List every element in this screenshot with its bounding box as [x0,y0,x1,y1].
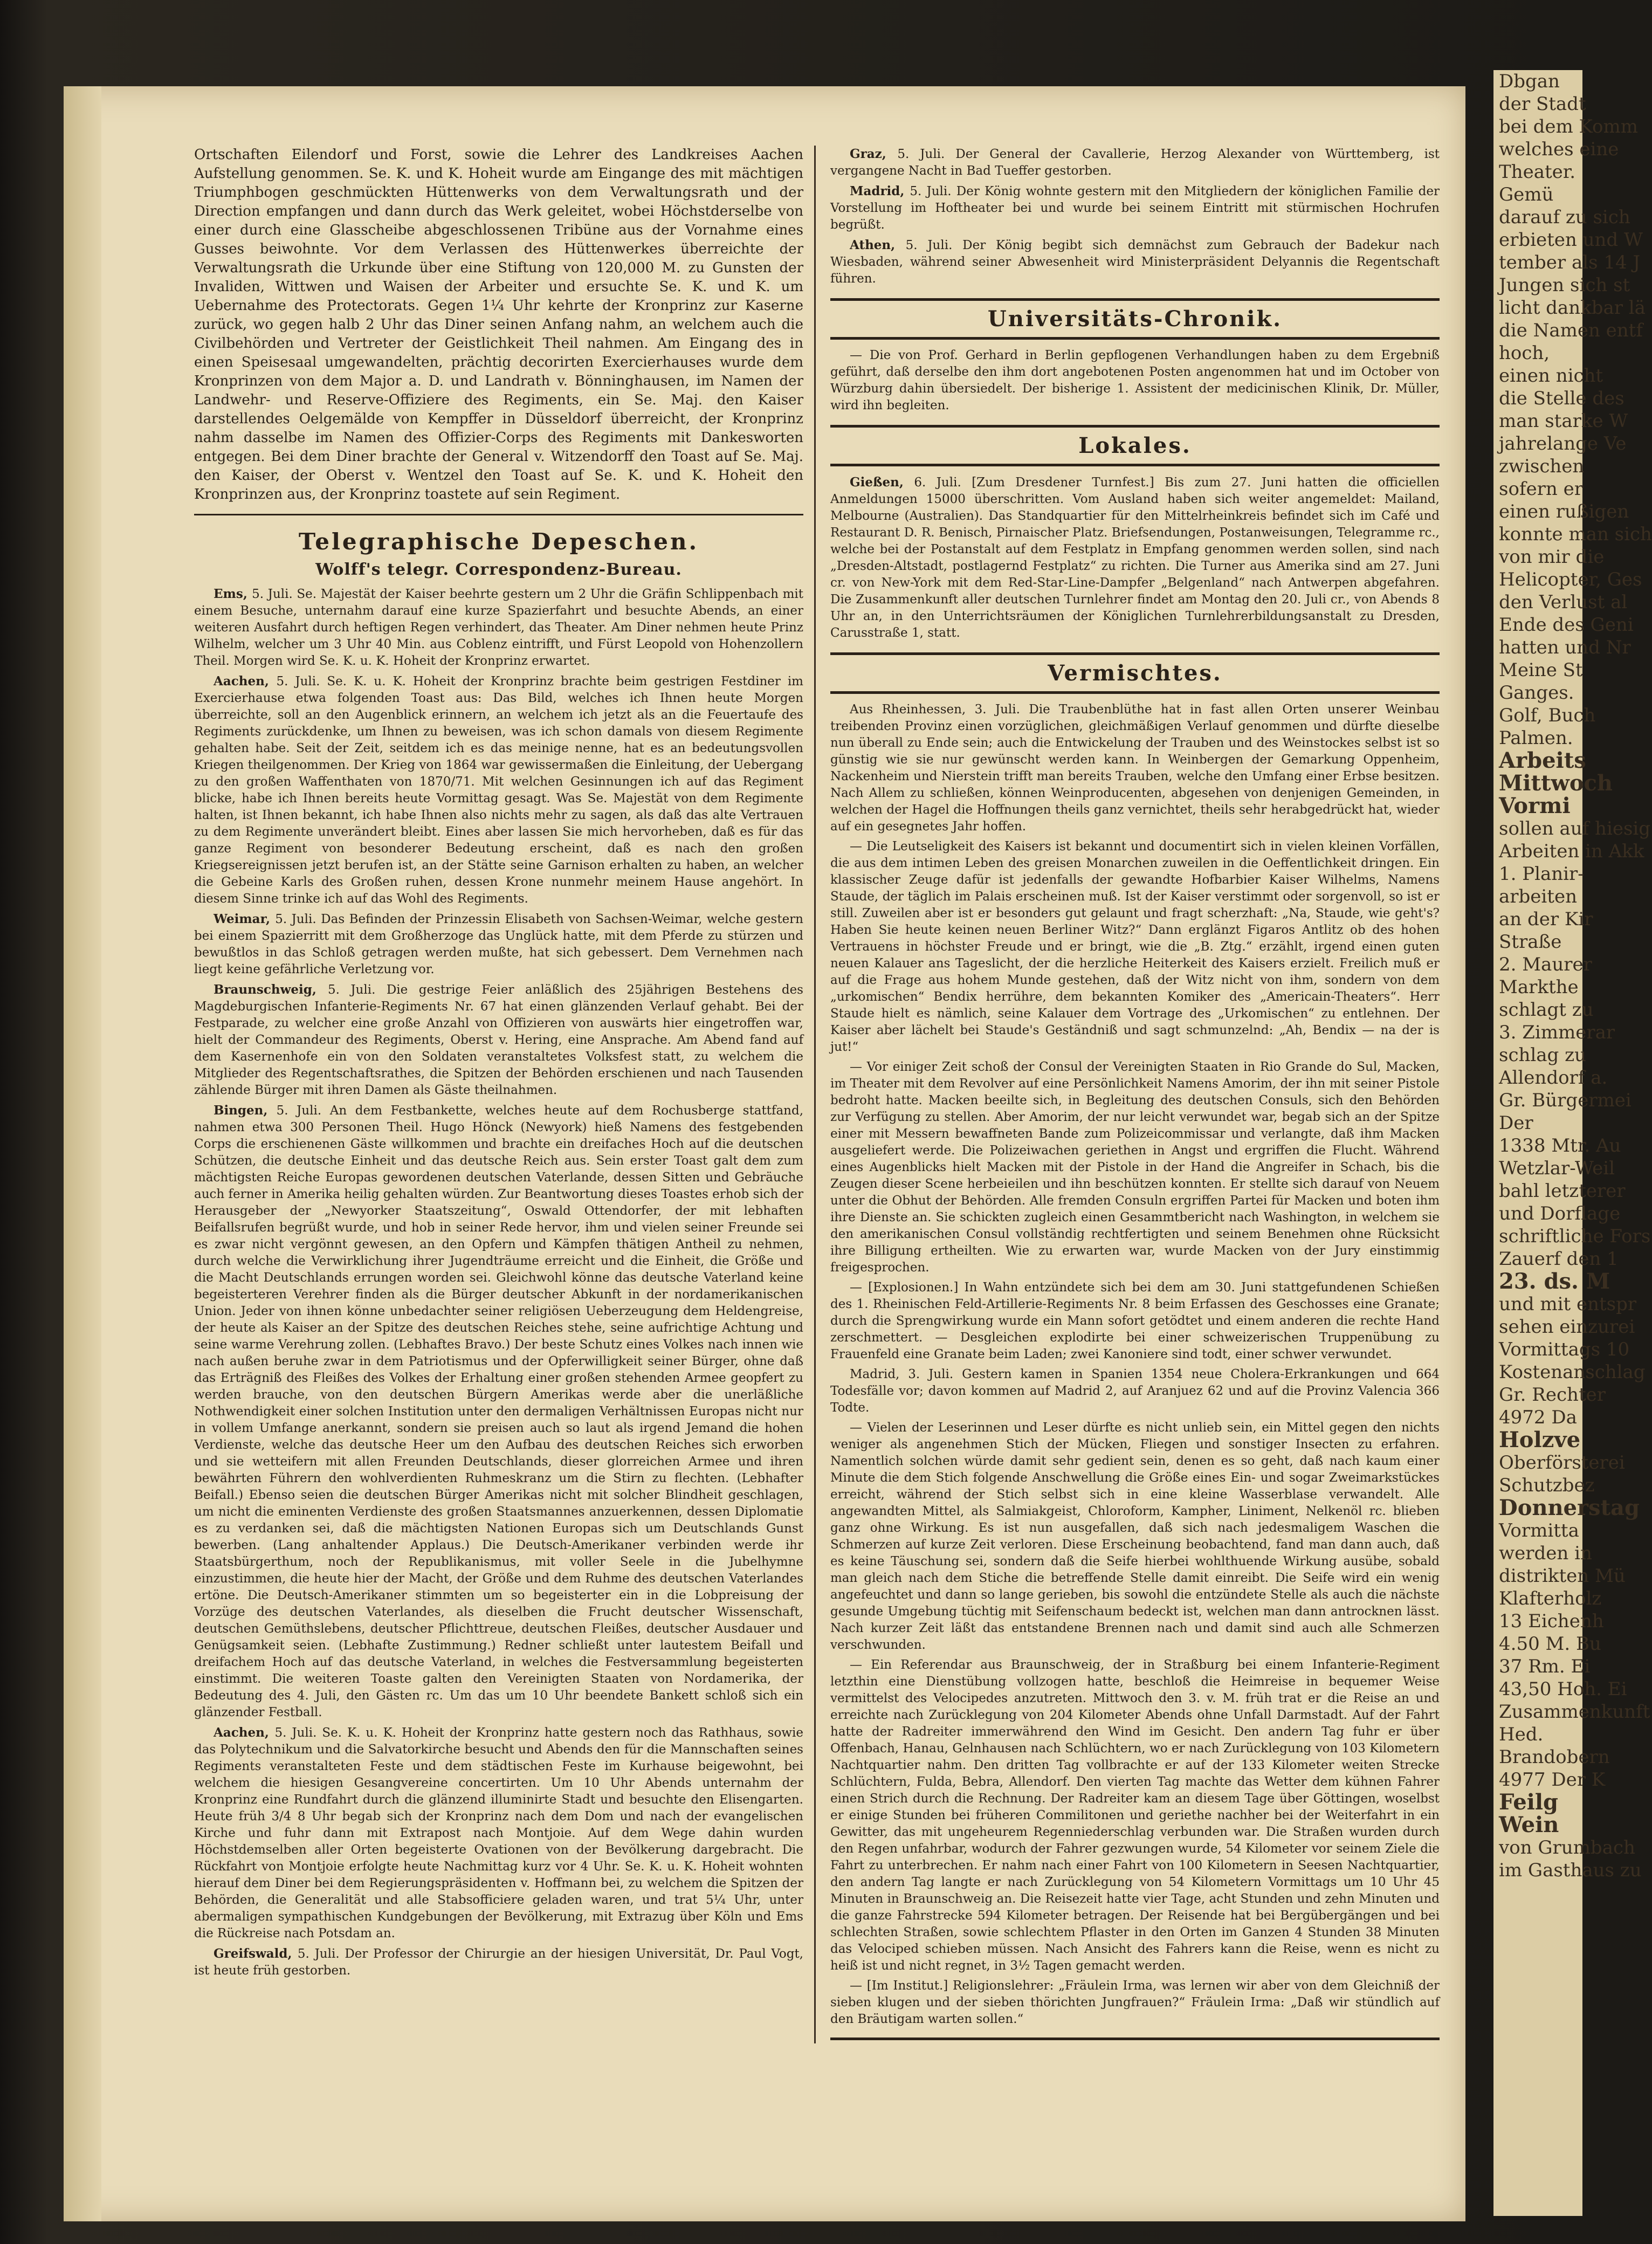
fragment-line: Holzve [1499,1427,1581,1453]
dateline: Weimar, [214,912,276,926]
fragment-line: 43,50 Hoh. Ei [1499,1678,1627,1700]
fragment-line: einen rußigen [1499,501,1629,522]
fragment-line: Ganges. [1499,682,1574,704]
fragment-line: Brandobern [1499,1746,1610,1768]
fragment-line: zwischen [1499,456,1585,477]
fragment-line: Vormittags 10 [1499,1339,1630,1360]
misc-item: — Vielen der Leserinnen und Leser dürfte es nicht unlieb sein, ein Mittel gegen den nichts weniger als angenehmen Stich der Mücken, Fliegen und sonstiger Insecten zu erfahren. Namentlich solchen würde damit sehr gedient sein, denen es so geht, daß nach kaum einer Minute die dem Stich folgende Anschwellung die Größe eines Ein- und sogar Zweimarkstückes erreicht, während der Stich selbst sich in eine kleine Wasserblase verwandelt. Alle angewandten Mittel, als Salmiakgeist, Chloroform, Kampher, Liniment, Nelkenöl rc. blieben ganz ohne Wirkung. Es ist nun ausgefallen, daß sich nach jedesmaligem Waschen die Schmerzen auf kurze Zeit verloren. Diese Erscheinung beobachtend, fand man dann auch, daß es keine Täuschung sei, sondern daß die Seife hierbei wohlthuende Wirkung ausübe, sobald man gleich nach dem Stiche die betreffende Stelle damit einreibt. Die Seife wird ein wenig angefeuchtet und dann so lange gerieben, bis sowohl die entzündete Stelle als auch die nächste gesunde Umgebung tüchtig mit Seifenschaum bedeckt ist, welchen man dann antrocknen lässt. Nach kurzer Zeit läßt das entstandene Brennen nach und damit sind auch alle Schmerzen verschwunden. [830,1421,1440,1652]
fragment-line: konnte man sich [1499,524,1652,545]
section-subtitle: Wolff's telegr. Correspondenz-Bureau. [315,560,682,579]
university-chronicle-title: Universitäts-Chronik. [830,298,1440,340]
fragment-line: 4977 Der K [1499,1769,1606,1791]
dispatch-list-continued [830,146,1440,287]
dispatch-item [194,1724,803,1942]
dispatch-item [194,981,803,1099]
fragment-line: bahl letzterer [1499,1180,1626,1202]
fragment-line: hatten und Nr [1499,637,1631,658]
fragment-line: Oberförsterei [1499,1452,1625,1474]
section-rule [194,514,803,515]
fragment-line: 13 Eichenh [1499,1610,1604,1632]
dispatch-list [194,586,803,1979]
dispatch-item [194,1102,803,1721]
fragment-line: Markthe [1499,976,1579,998]
fragment-line: 3. Zimmerar [1499,1022,1615,1043]
dispatch-item [830,237,1440,287]
university-chronicle-text: — Die von Prof. Gerhard in Berlin gepflogenen Verhandlungen haben zu dem Ergebniß geführt, daß derselbe den ihm dort angebotenen Posten angenommen hat und im October von Würzburg dahin übersiedelt. Der bisherige 1. Assistent der medicinischen Klinik, Dr. Müller, wird ihn begleiten. [830,348,1440,412]
dispatch-item [194,1945,803,1979]
fragment-line: Allendorf a. [1499,1067,1608,1089]
fragment-line: Ende des Geni [1499,614,1634,636]
dispatch-item [194,586,803,670]
fragment-line: Hed. [1499,1724,1544,1745]
fragment-line: sehen einzurei [1499,1316,1635,1338]
fragment-line: von mir die [1499,546,1605,568]
fragment-line: Feilg [1499,1789,1559,1815]
dateline: Braunschweig, [214,982,328,997]
misc-item: — [Explosionen.] In Wahn entzündete sich bei dem am 30. Juni stattgefundenen Schießen des 1. Rheinischen Feld-Artillerie-Regiments Nr. 8 beim Erfassen des Geschosses eine Granate; durch die Sprengwirkung wurde ein Mann sofort getödtet und einem anderen die rechte Hand zerschmettert. — Desgleichen explodirte bei einer schweizerischen Truppenübung zu Frauenfeld eine Granate beim Laden; zwei Kanoniere sind todt, einer schwer verwundet. [830,1281,1440,1361]
fragment-line: darauf zu sich [1499,206,1630,228]
dateline: Athen, [850,238,906,252]
fragment-line: Zauerf den 1 [1499,1248,1619,1270]
dateline: Graz, [850,147,898,161]
dispatch-item [194,673,803,907]
page-gutter [64,86,101,2221]
misc-item: Aus Rheinhessen, 3. Juli. Die Traubenblüthe hat in fast allen Orten unserer Weinbau treibenden Provinz einen vorzüglichen, gleichmäßigen Verlauf genommen und dürfte dieselbe nun überall zu Ende sein; auch die Entwickelung der Trauben und des Weinstockes selbst ist so günstig wie sie nur gewünscht werden kann. In Weinbergen der Gemarkung Oppenheim, Nackenheim und Nierstein trifft man bereits Trauben, welche den Umfang einer Erbse besitzen. Nach Allem zu schließen, können Weinproducenten, abgesehen von denjenigen Gemeinden, in welchen der Hagel die Hoffnungen theils ganz vernichtet, theils sehr herabgedrückt hat, wieder auf ein gesegnetes Jahr hoffen. [830,703,1440,834]
column-divider [814,146,816,2043]
fragment-line: jahrelange Ve [1499,433,1627,455]
fragment-line: licht dankbar lä [1499,297,1646,319]
fragment-line: schlagt zu [1499,999,1594,1021]
misc-item: — Ein Referendar aus Braunschweig, der in Straßburg bei einem Infanterie-Regiment letzthin eine Dienstübung vollzogen hatte, beschloß die Heimreise in bequemer Weise vermittelst des Velocipedes anzutreten. Mittwoch den 3. v. M. früh trat er die Reise an und erreichte nach Zurücklegung von 204 Kilometer Abends ohne Unfall Darmstadt. Auf der Fahrt hatte der Radreiter immerwährend den Wind im Gesicht. Den andern Tag fuhr er über Offenbach, Hanau, Gelnhausen nach Schlüchtern, wo er nach Zurücklegung von 103 Kilometern Nachtquartier nahm. Den dritten Tag vollbrachte er auf der 133 Kilometer weiten Strecke Schlüchtern, Fulda, Bebra, Allendorf. Den vierten Tag machte das Wetter dem kühnen Fahrer einen Strich durch die Rechnung. Der Radreiter kam an diesem Tage über Göttingen, woselbst er einige Stunden bei früheren Commilitonen und geriethe nachher bei der Weiterfahrt in ein Gewitter, das mit ungeheurem Regenniederschlag verbunden war. Die Straßen wurden durch den Regen unfahrbar, wodurch der Fahrer gezwungen wurde, 54 Kilometer vor seinem Ziele die Fahrt zu unterbrechen. Er nahm nach einer Fahrt von 100 Kilometern in Seesen Nachtquartier, den andern Tag langte er nach Zurücklegung von 54 Kilometern Vormittags um 10 Uhr 45 Minuten in Braunschweig an. Die Reisezeit hatte vier Tage, acht Stunden und zehn Minuten und die ganze Fahrstrecke 594 Kilometer betragen. Der Reisende hat bei Bergübergängen und bei schlechten Straßen, sowie schlechtem Pflaster in den Orten im Ganzen 4 Stunden 38 Minuten das Velociped schieben müssen. Nach Ansicht des Fahrers kann die Reise, wenn es nicht zu heiß ist und nicht regnet, in 3½ Tagen gemacht werden. [830,1658,1440,1973]
fragment-line: welches eine [1499,139,1619,160]
fragment-line: der Stadt [1499,93,1586,115]
fragment-line: schriftliche Fors [1499,1226,1651,1247]
fragment-line: an der Kir [1499,908,1593,930]
fragment-line: und mit entspr [1499,1293,1637,1315]
dateline: Ems, [214,587,252,601]
fragment-line: Palmen. [1499,727,1573,749]
fragment-line: Dbgan [1499,71,1560,92]
item-text: 5. Juli. Der König wohnte gestern mit den Mitgliedern der königlichen Familie der Vorstellung im Hoftheater bei und wurde bei seinem Eintritt mit stürmischen Hochrufen begrüßt. [830,184,1440,232]
item-text: 5. Juli. Der General der Cavallerie, Herzog Alexander von Württemberg, ist vergangene Nacht in Bad Tueffer gestorben. [830,147,1440,178]
fragment-line: schlag zu [1499,1044,1586,1066]
fragment-line: Mittwoch [1499,770,1613,796]
end-rule [830,2038,1440,2040]
dispatch-item [830,146,1440,180]
intro-paragraph: Ortschaften Eilendorf und Forst, sowie die Lehrer des Landkreises Aachen Aufstellung genommen. Se. K. und K. Hoheit wurde am Eingange des mit mächtigen Triumphbogen geschmückten Hüttenwerks von dem Verwaltungsrath und der Direction empfangen und dann durch das Werk geleitet, wobei Höchstderselbe von einer durch eine Glasscheibe abgeschlossenen Tribüne aus der Vornahme eines Gusses beiwohnte. Vor dem Verlassen des Hüttenwerkes überreichte der Verwaltungsrath die Urkunde über eine Stiftung von 120,000 M. zu Gunsten der Invaliden, Wittwen und Waisen der Arbeiter und ersuchte Se. K. und K. um Uebernahme des Protectorats. Gegen 1¼ Uhr kehrte der Kronprinz zur Kaserne zurück, wo gegen halb 2 Uhr das Diner seinen Anfang nahm, an welchem auch die Civilbehörden und Vertreter der Geistlichkeit Theil nahmen. Am Eingang des in einen Speisesaal umgewandelten, prächtig decorirten Exercierhauses wurde dem Kronprinzen von dem Major a. D. und Landrath v. Bönninghausen, im Namen der Landwehr- und Reserve-Offiziere des Regiments, ein Se. Maj. den Kaiser darstellendes Oelgemälde von Kempffer in Düsseldorf überreicht, der Kronprinz nahm dasselbe im Namen des Offizier-Corps des Regiments mit Dankesworten entgegen. Bei dem Diner brachte der General v. Witzendorff den Toast auf Se. Maj. den Kaiser, der Oberst v. Wentzel den Toast auf Se. K. und K. Hoheit den Kronprinzen aus, der Kronprinz toastete auf sein Regiment. [194,147,803,503]
fragment-line: Wein [1499,1812,1559,1837]
item-text: 5. Juli. Die gestrige Feier anläßlich des 25jährigen Bestehens des Magdeburgischen Infanterie-Regiments Nr. 67 hat einen glänzenden Verlauf gehabt. Bei der Festparade, zu welcher eine große Anzahl von Offizieren von auswärts hier eingetroffen war, hielt der Commandeur des Regiments, Oberst v. Hering, eine Ansprache. Am Abend fand auf dem Kasernenhofe ein von den Soldaten veranstaltetes Volksfest statt, zu welchem die Mitglieder des Regentschaftsrathes, die Spitzen der Behörden erschienen und nach Tausenden zählende Bürger mit ihren Damen als Gäste theilnahmen. [194,983,803,1097]
fragment-line: Meine St [1499,659,1583,681]
fragment-line: arbeiten [1499,886,1577,907]
miscellaneous-title: Vermischtes. [830,652,1440,694]
dateline: Greifswald, [214,1946,298,1961]
fragment-line: Gr. Rechter [1499,1384,1606,1406]
fragment-line: die Stelle des [1499,388,1625,409]
fragment-line: Jungen sich st [1499,274,1630,296]
fragment-line: Der [1499,1112,1533,1134]
fragment-line: Wetzlar-Weil [1499,1158,1615,1179]
right-column [830,146,1440,2050]
fragment-line: Straße [1499,931,1562,953]
dispatch-item [194,911,803,978]
fragment-line: Arbeits [1499,748,1586,773]
fragment-line: tember als 14 J [1499,252,1641,273]
dateline: Madrid, [850,184,910,198]
fragment-line: Gr. Bürgermei [1499,1090,1632,1111]
fragment-line: Donnerstag [1499,1495,1640,1520]
fragment-line: 2. Maurer [1499,954,1592,975]
fragment-line: Vormitta [1499,1520,1579,1541]
misc-item: Madrid, 3. Juli. Gestern kamen in Spanien 1354 neue Cholera-Erkrankungen und 664 Todesfälle vor; davon kommen auf Madrid 2, auf Aranjuez 62 und auf die Provinz Valencia 366 Todte. [830,1367,1440,1415]
section-title: Telegraphische Depeschen. [298,528,699,555]
item-text: 5. Juli. An dem Festbankette, welches heute auf dem Rochusberge stattfand, nahmen etwa 300 Personen Theil. Hugo Hönck (Newyork) hieß Namens des festgebenden Corps die erschienenen Gäste willkommen und brachte ein dreifaches Hoch auf die deutschen Schützen, die deutsche Einheit und das deutsche Reich aus. Sein erster Toast galt dem zum mächtigsten Reiche Europas gewordenen deutschen Vaterlande, dessen Sitten und Gebräuche auch ferner in Amerika heilig gehalten würden. Zur Beantwortung dieses Toastes erhob sich der Herausgeber der „Newyorker Staatszeitung“, Oswald Ottendorfer, der mit lebhaften Beifallsrufen begrüßt wurde, und hob in seiner Rede hervor, ihm und vielen seiner Freunde sei es zwar nicht vergönnt gewesen, an den Opfern und Kämpfen thätigen Antheil zu nehmen, durch welche die Verwirklichung ihrer Jugendträume erreicht und die Einheit, die Größe und die Macht Deutschlands errungen worden sei. Gleichwohl könne das deutsche Vaterland keine begeisterteren Verehrer finden als die Bürger deutscher Abkunft in der nordamerikanischen Union. Jeder von ihnen könne unbedachter seiner religiösen Ueberzeugung dem Heldengreise, der heute als Kaiser an der Spitze des deutschen Reiches stehe, seine aufrichtige Achtung und seine warme Verehrung zollen. (Lebhaftes Bravo.) Der beste Schutz eines Volkes nach innen wie nach außen beruhe zwar in dem Patriotismus und der Opferwilligkeit seiner Bürger, ohne daß das Erträgniß des Fleißes des Volkes der Erhaltung einer großen stehenden Armee geopfert zu werden brauche, von den deutschen Bürgern Amerikas werde aber die unerläßliche Nothwendigkeit einer solchen Institution unter den dermaligen Verhältnissen Europas nicht nur in vollem Umfange anerkannt, sondern sie preisen auch so laut als irgend Jemand die hohen Verdienste, welche das deutsche Heer um den Aufbau des deutschen Reiches sich erworben und sie wetteifern mit allen Freunden Deutschlands, dieser glorreichen Armee und ihren bewährten Führern den wohlverdienten Ruhmeskranz um die Stirn zu flechten. (Lebhafter Beifall.) Ebenso seien die deutschen Bürger Amerikas nicht mit solcher Blindheit geschlagen, um nicht die eminenten Verdienste des großen Staatsmannes anzuerkennen, dessen Diplomatie es zu verdanken sei, daß die mächtigsten Nationen Europas sich um Deutschlands Gunst bewerben. (Lang anhaltender Applaus.) Die Deutsch-Amerikaner verbinden werde ihr Staatsbürgerthum, noch der Republikanismus, mit voller Seele in die Jubelhymne einzustimmen, die heute hier der Macht, der Größe und dem Ruhme des deutschen Vaterlandes ertöne. Die Deutsch-Amerikaner stimmten um so begeisterter ein in die Lobpreisung der Vorzüge des deutschen Vaterlandes, als dieselben die Frucht deutscher Wissenschaft, deutschen Gemüthslebens, deutscher Pflichttreue, deutschen Fleißes, deutscher Ausdauer und Genügsamkeit seien. (Lebhafte Zustimmung.) Redner schließt unter lautestem Beifall und dreifachem Hoch auf das deutsche Vaterland, in welches die Festversammlung begeisterten einstimmt. Die weiteren Toaste galten den Vereinigten Staaten von Nordamerika, der Bedeutung des 4. Juli, den Gästen rc. Um das um 10 Uhr beendete Bankett schloß sich ein glänzender Festball. [194,1104,803,1719]
fragment-line: 37 Rm. Ei [1499,1656,1591,1677]
fragment-line: von Grumbach [1499,1837,1635,1858]
misc-item: — [Im Institut.] Religionslehrer: „Fräulein Irma, was lernen wir aber von dem Gleichniß der sieben klugen und der sieben thörichten Jungfrauen?“ Fräulein Irma: „Daß wir stündlich auf den Bräutigam warten sollen.“ [830,1979,1440,2026]
item-text: 5. Juli. Der König begibt sich demnächst zum Gebrauch der Badekur nach Wiesbaden, während seiner Abwesenheit wird Ministerpräsident Delyannis die Regentschaft führen. [830,238,1440,286]
dispatch-item [830,183,1440,233]
dateline: Bingen, [214,1103,277,1118]
fragment-line: man starke W [1499,410,1628,432]
fragment-line: distrikten Mü [1499,1565,1626,1587]
item-text: 5. Juli. Se. Majestät der Kaiser beehrte gestern um 2 Uhr die Gräfin Schlippenbach mit einem Besuche, unternahm darauf eine kurze Spazierfahrt und besuchte Abends, an einer weiteren Ausfahrt durch heftigen Regen verhindert, das Theater. Am Diner nehmen heute Prinz Wilhelm, welcher um 3 Uhr 40 Min. aus Coblenz eintrifft, und Fürst Leopold von Hohenzollern Theil. Morgen wird Se. K. u. K. Hoheit der Kronprinz erwartet. [194,587,803,668]
fragment-line: bei dem Komm [1499,116,1638,137]
fragment-line: sollen auf hiesig [1499,818,1651,839]
dateline: Gießen, [850,475,904,490]
fragment-line: hoch, [1499,342,1550,364]
item-text: 5. Juli. Der Professor der Chirurgie an der hiesigen Universität, Dr. Paul Vogt, ist heute früh gestorben. [194,1947,803,1978]
fragment-line: Zusammenkunft [1499,1701,1650,1723]
fragment-line: Theater. [1499,161,1576,183]
fragment-line: Vormi [1499,793,1571,818]
fragment-line: 1338 Mtr. Au [1499,1135,1621,1157]
fragment-line: den Verlust al [1499,591,1628,613]
fragment-line: Gemü [1499,184,1554,205]
misc-item: — Die Leutseligkeit des Kaisers ist bekannt und documentirt sich in vielen kleinen Vorfällen, die aus dem intimen Leben des greisen Monarchen zuweilen in die Oeffentlichkeit dringen. Ein klassischer Zeuge dafür ist jedenfalls der gewandte Hofbarbier Kaiser Wilhelms, Namens Staude, der täglich im Palais erscheinen muß. Ist der Kaiser verstimmt oder sorgenvoll, so ist er still. Zuweilen aber ist er besonders gut gelaunt und fragt scherzhaft: „Na, Staude, wie geht's? Haben Sie heute keinen neuen Berliner Witz?“ Dann erglänzt Figaros Antlitz ob des hohen Vertrauens in höchster Freude und er bringt, wie die „B. Ztg.“ erzählt, irgend einen guten neuen Kalauer ans Tageslicht, der die herzliche Heiterkeit des Kaisers erzielt. Freilich muß er auf die Frage aus hohem Munde gestehen, daß der Witz nicht von ihm, sondern von dem „urkomischen“ Bendix herrühre, dem bekannten Komiker des „Americain-Theaters“. Herr Staude hielt es nämlich, seine Kalauer dem Vortrage des „Urkomischen“ zu entlehnen. Der Kaiser aber lächelt bei Staude's Geständniß und sagt schmunzelnd: „Ah, Bendix — na der is jut!“ [830,839,1440,1054]
fragment-line: sofern er [1499,478,1583,500]
item-text: 5. Juli. Se. K. u. K. Hoheit der Kronprinz brachte beim gestrigen Festdiner im Exercierhause etwa folgenden Toast aus: Das Bild, welches ich Ihnen heute Morgen überreichte, soll an den Augenblick erinnern, an welchem ich jetzt als an die Feuertaufe des Regiments zurückdenke, um Ihnen zu beweisen, was ich schon damals von diesem Regimente gehalten habe. Seit der Zeit, seitdem ich es das meinige nenne, hat es an bedeutungsvollen Kriegen theilgenommen. Der Krieg von 1864 war gewissermaßen die Einleitung, der Uebergang zu den großen Waffenthaten von 1870/71. Mit welchen Gesinnungen ich auf das Regiment blicke, habe ich Ihnen bereits heute Vormittag gesagt. Was Se. Majestät von dem Regimente halten, ist Ihnen bekannt, ich habe Ihnen also nichts mehr zu sagen, als daß das alte Vertrauen zu dem Regimente unverändert bleibt. Eines aber lassen Sie mich hervorheben, daß es für das ganze Regiment von besonderer Bedeutung erscheint, daß es nach den großen Kriegsereignissen jetzt berufen ist, an der Stätte seine Garnison erhalten zu haben, an welcher die Gebeine Karls des Großen ruhen, dessen Krone nunmehr meinem Hause angehört. In diesem Sinne trinke ich auf das Wohl des Regiments. [194,674,803,906]
item-text: 5. Juli. Das Befinden der Prinzessin Elisabeth von Sachsen-Weimar, welche gestern bei einem Spazierritt mit dem Großherzoge das Unglück hatte, mit dem Pferde zu stürzen und bewußtlos in das Schloß getragen werden mußte, hat sich gebessert. Dem Vernehmen nach liegt keine gefährliche Verletzung vor. [194,912,803,976]
fragment-line: werden in [1499,1543,1592,1564]
fragment-line: einen nicht [1499,365,1603,387]
fragment-line: erbieten und W [1499,229,1643,251]
local-news-item [830,474,1440,642]
item-text: 6. Juli. [Zum Dresdener Turnfest.] Bis zum 27. Juni hatten die officiellen Anmeldungen 15000 überschritten. Vom Ausland haben sich weiter angemeldet: Mailand, Melbourne (Australien). Das Standquartier für den Mittelrheinkreis befindet sich im Café und Restaurant D. R. Benisch, Pirnaischer Platz. Briefsendungen, Postanweisungen, Telegramme rc., welche bei der Postanstalt auf dem Festplatz in Empfang genommen werden sollen, sind nach „Dresden-Altstadt, postlagernd Festplatz“ zu richten. Die Turner aus Amerika sind am 27. Juni cr. von New-York mit dem Red-Star-Line-Dampfer „Belgenland“ nach Antwerpen abgefahren. Die Zusammenkunft aller deutschen Turnlehrer findet am Montag den 20. Juli cr., von Abends 8 Uhr an, in den Unterrichtsräumen der Königlichen Turnlehrerbildungsanstalt zu Dresden, Carusstraße 1, statt. [830,476,1440,640]
fragment-line: die Namen entf [1499,320,1643,341]
dateline: Aachen, [214,1725,275,1740]
item-text: 5. Juli. Se. K. u. K. Hoheit der Kronprinz hatte gestern noch das Rathhaus, sowie das Polytechnikum und die Salvatorkirche besucht und Abends den für die Mannschaften seines Regiments veranstalteten Feste und dem städtischen Feste im Kurhause beigewohnt, bei welchem die hiesigen Gesangvereine concertirten. Um 10 Uhr Abends unternahm der Kronprinz eine Rundfahrt durch die glänzend illuminirte Stadt und besuchte den Elisengarten. Heute früh 3/4 8 Uhr begab sich der Kronprinz nach dem Dom und nach der evangelischen Kirche und fuhr dann mit Extrapost nach Montjoie. Auf dem Wege dahin wurden Höchstdemselben aller Orten begeisterte Ovationen von der Bevölkerung dargebracht. Die Rückfahrt von Montjoie erfolgte heute Nachmittag kurz vor 4 Uhr. Se. K. u. K. Hoheit wohnten hierauf dem Diner bei dem Regierungspräsidenten v. Hoffmann bei, zu welchem die Spitzen der Behörden, die Generalität und alle Stabsofficiere geladen waren, und trat 5¼ Uhr, unter abermaligen sympathischen Kundgebungen der Bevölkerung, mit Extrazug über Köln und Ems die Rückreise nach Potsdam an. [194,1726,803,1940]
fragment-line: 23. ds. M [1499,1269,1610,1294]
misc-item: — Vor einiger Zeit schoß der Consul der Vereinigten Staaten in Rio Grande do Sul, Macken, im Theater mit dem Revolver auf eine Persönlichkeit Namens Amorim, der ihn mit seiner Pistole bedroht hatte. Macken beeilte sich, in Begleitung des deutschen Consuls, sich den Behörden zur Verfügung zu stellen. Aber Amorim, der nur leicht verwundet war, begab sich an der Spitze einer mit Messern bewaffneten Bande zum Polizeicommissar und verlangte, daß ihm Macken ausgeliefert werde. Die Polizeiwachen geriethen in Angst und ergriffen die Flucht. Während eines Augenblicks hielt Macken mit der Pistole in der Hand die Angreifer in Schach, bis die Zeugen dieser Scene herbeieilen und ihn beschützen konnten. Er stellte sich darauf von Neuem unter die Obhut der Behörden. Alle fremden Consuln ergriffen Partei für Macken und boten ihm ihre Dienste an. Sie schickten zugleich einen Gesammtbericht nach Washington, in welchem sie den amerikanischen Consul vollständig rechtfertigten und seinem Benehmen ohne Rücksicht ihre Billigung ertheilten. Wie zu erwarten war, wurde Macken von der Jury einstimmig freigesprochen. [830,1060,1440,1275]
fragment-line: Kostenanschlag [1499,1361,1646,1383]
miscellaneous-list [830,701,1440,2028]
local-news-title: Lokales. [830,425,1440,466]
fragment-line: Helicopter, Ges [1499,569,1642,590]
fragment-line: 1. Planir- [1499,863,1584,885]
fragment-line: Arbeiten in Akk [1499,841,1644,862]
fragment-line: Golf, Buch [1499,705,1596,726]
left-column [194,146,803,1983]
fragment-line: Schutzbez [1499,1475,1595,1496]
dateline: Aachen, [214,674,277,689]
fragment-line: im Gasthaus zu [1499,1860,1642,1881]
fragment-line: und Dorflage [1499,1203,1621,1224]
fragment-line: 4.50 M. Bu [1499,1633,1601,1655]
fragment-line: 4972 Da [1499,1407,1577,1428]
adjacent-page-fragment [1493,70,1652,2216]
fragment-line: Klafterholz [1499,1588,1602,1609]
